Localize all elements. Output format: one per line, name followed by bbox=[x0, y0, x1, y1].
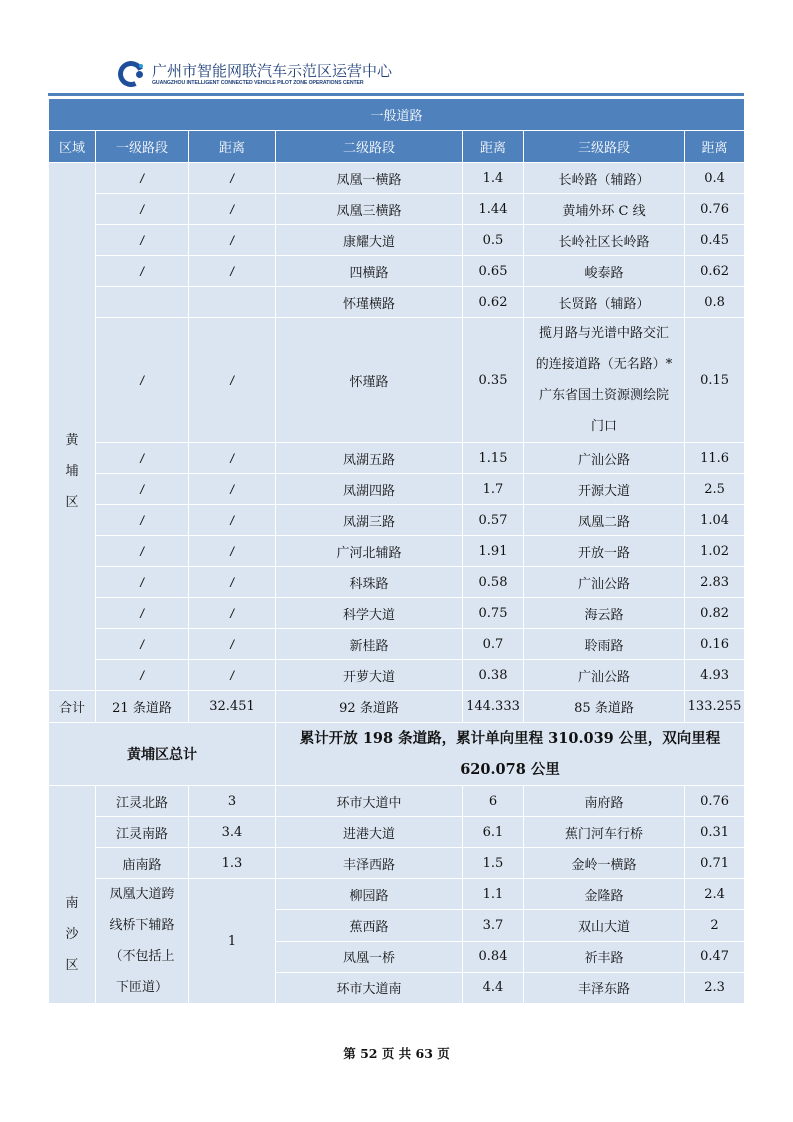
page-number: 第 52 页 共 63 页 bbox=[343, 1046, 450, 1061]
distance1-cell: 3.4 bbox=[189, 817, 276, 848]
col-header-distance1: 距离 bbox=[189, 131, 276, 163]
total-summary-line: 620.078 公里 bbox=[460, 761, 560, 778]
distance2-cell: 1.7 bbox=[463, 474, 524, 505]
level2-cell: 科珠路 bbox=[276, 567, 463, 598]
level2-cell: 凤湖五路 bbox=[276, 443, 463, 474]
subtotal-distance2: 144.333 bbox=[463, 691, 524, 723]
level2-cell: 凤凰一横路 bbox=[276, 163, 463, 194]
distance3-cell: 2.5 bbox=[685, 474, 745, 505]
distance2-cell: 1.91 bbox=[463, 536, 524, 567]
level1-cell: / bbox=[96, 318, 189, 443]
distance3-cell: 0.47 bbox=[685, 941, 745, 972]
distance3-cell: 0.62 bbox=[685, 256, 745, 287]
subtotal-level3: 85 条道路 bbox=[524, 691, 685, 723]
distance1-cell: / bbox=[189, 194, 276, 225]
level3-cell: 双山大道 bbox=[524, 910, 685, 941]
road-table bbox=[48, 98, 745, 1004]
table-row bbox=[49, 287, 745, 318]
level2-cell: 凤凰一桥 bbox=[276, 941, 463, 972]
distance3-cell: 2.4 bbox=[685, 879, 745, 910]
distance1-cell: / bbox=[189, 225, 276, 256]
region-char: 区 bbox=[65, 495, 79, 510]
distance1-cell: / bbox=[189, 474, 276, 505]
level1-cell: / bbox=[96, 567, 189, 598]
level2-cell: 怀瑾横路 bbox=[276, 287, 463, 318]
level1-cell: / bbox=[96, 256, 189, 287]
level2-cell: 怀瑾路 bbox=[276, 318, 463, 443]
distance3-cell: 4.93 bbox=[685, 660, 745, 691]
distance3-cell: 0.4 bbox=[685, 163, 745, 194]
subtotal-label: 合计 bbox=[49, 691, 96, 723]
distance3-cell: 2.3 bbox=[685, 972, 745, 1003]
level2-cell: 环市大道南 bbox=[276, 972, 463, 1003]
distance2-cell: 4.4 bbox=[463, 972, 524, 1003]
level2-cell: 丰泽西路 bbox=[276, 848, 463, 879]
distance1-cell: / bbox=[189, 536, 276, 567]
distance1-cell: / bbox=[189, 443, 276, 474]
distance3-cell: 2.83 bbox=[685, 567, 745, 598]
distance1-cell-merged: 1 bbox=[189, 879, 276, 1004]
distance3-cell: 0.82 bbox=[685, 598, 745, 629]
level2-cell: 四横路 bbox=[276, 256, 463, 287]
org-brand bbox=[152, 63, 392, 87]
distance1-cell: / bbox=[189, 163, 276, 194]
level1-cell: 江灵南路 bbox=[96, 817, 189, 848]
distance1-cell bbox=[189, 287, 276, 318]
distance3-cell: 11.6 bbox=[685, 443, 745, 474]
table-row bbox=[49, 505, 745, 536]
subtotal-distance3: 133.255 bbox=[685, 691, 745, 723]
region-cell-nansha bbox=[49, 786, 96, 1004]
level3-line: 广东省国土资源测绘院 bbox=[538, 388, 669, 403]
distance3-cell: 0.71 bbox=[685, 848, 745, 879]
level3-cell: 南府路 bbox=[524, 786, 685, 817]
distance1-cell: / bbox=[189, 629, 276, 660]
level1-cell: / bbox=[96, 660, 189, 691]
table-row bbox=[49, 163, 745, 194]
distance3-cell: 0.45 bbox=[685, 225, 745, 256]
distance3-cell: 1.04 bbox=[685, 505, 745, 536]
table-row bbox=[49, 879, 745, 910]
table-row bbox=[49, 598, 745, 629]
org-name-cn: 广州市智能网联汽车示范区运营中心 bbox=[152, 62, 393, 80]
distance1-cell: / bbox=[189, 660, 276, 691]
level1-cell: / bbox=[96, 163, 189, 194]
region-cell-huangpu bbox=[49, 163, 96, 691]
distance1-cell: / bbox=[189, 318, 276, 443]
distance2-cell: 1.44 bbox=[463, 194, 524, 225]
distance1-cell: 1.3 bbox=[189, 848, 276, 879]
district-total-row bbox=[49, 723, 745, 786]
table-row bbox=[49, 474, 745, 505]
subtotal-distance1: 32.451 bbox=[189, 691, 276, 723]
distance1-cell: / bbox=[189, 598, 276, 629]
distance2-cell: 0.7 bbox=[463, 629, 524, 660]
table-row bbox=[49, 318, 745, 443]
level2-cell: 新桂路 bbox=[276, 629, 463, 660]
table-row bbox=[49, 786, 745, 817]
level3-cell: 广汕公路 bbox=[524, 567, 685, 598]
col-header-region: 区域 bbox=[49, 131, 96, 163]
level3-cell: 聆雨路 bbox=[524, 629, 685, 660]
level1-line: 凤凰大道跨 bbox=[109, 887, 175, 902]
level1-cell: / bbox=[96, 443, 189, 474]
distance3-cell: 0.8 bbox=[685, 287, 745, 318]
distance2-cell: 0.35 bbox=[463, 318, 524, 443]
col-header-level3: 三级路段 bbox=[524, 131, 685, 163]
level3-cell: 开放一路 bbox=[524, 536, 685, 567]
level3-cell: 峻泰路 bbox=[524, 256, 685, 287]
table-row bbox=[49, 567, 745, 598]
region-char: 埔 bbox=[65, 464, 79, 479]
level2-cell: 柳园路 bbox=[276, 879, 463, 910]
level1-cell: / bbox=[96, 225, 189, 256]
level1-cell-merged bbox=[96, 879, 189, 1004]
distance2-cell: 0.65 bbox=[463, 256, 524, 287]
level3-cell-multiline bbox=[524, 318, 685, 443]
distance3-cell: 2 bbox=[685, 910, 745, 941]
district-total-label: 黄埔区总计 bbox=[49, 723, 276, 786]
level3-cell: 凤凰二路 bbox=[524, 505, 685, 536]
distance2-cell: 6 bbox=[463, 786, 524, 817]
level1-cell: / bbox=[96, 598, 189, 629]
level3-cell: 广汕公路 bbox=[524, 443, 685, 474]
level1-cell: / bbox=[96, 474, 189, 505]
level3-cell: 广汕公路 bbox=[524, 660, 685, 691]
level2-cell: 蕉西路 bbox=[276, 910, 463, 941]
header-divider bbox=[48, 93, 744, 96]
table-row bbox=[49, 629, 745, 660]
table-row bbox=[49, 225, 745, 256]
level3-cell: 海云路 bbox=[524, 598, 685, 629]
district-total-summary bbox=[276, 723, 745, 786]
level1-cell: / bbox=[96, 536, 189, 567]
col-header-level1: 一级路段 bbox=[96, 131, 189, 163]
col-header-distance3: 距离 bbox=[685, 131, 745, 163]
level3-line: 的连接道路（无名路）* bbox=[535, 357, 673, 372]
column-header-row bbox=[49, 131, 745, 163]
level2-cell: 广河北辅路 bbox=[276, 536, 463, 567]
level3-cell: 蕉门河车行桥 bbox=[524, 817, 685, 848]
level1-line: 下匝道） bbox=[115, 980, 168, 995]
col-header-level2: 二级路段 bbox=[276, 131, 463, 163]
org-logo-icon bbox=[118, 60, 148, 90]
level1-cell bbox=[96, 287, 189, 318]
distance1-cell: / bbox=[189, 567, 276, 598]
distance2-cell: 1.15 bbox=[463, 443, 524, 474]
distance1-cell: / bbox=[189, 505, 276, 536]
total-summary-line: 累计开放 198 条道路，累计单向里程 310.039 公里，双向里程 bbox=[299, 730, 721, 747]
distance3-cell: 0.76 bbox=[685, 786, 745, 817]
col-header-distance2: 距离 bbox=[463, 131, 524, 163]
level3-cell: 金隆路 bbox=[524, 879, 685, 910]
level3-cell: 长贤路（辅路） bbox=[524, 287, 685, 318]
level3-cell: 长岭路（辅路） bbox=[524, 163, 685, 194]
distance1-cell: 3 bbox=[189, 786, 276, 817]
level1-line: （不包括上 bbox=[109, 949, 175, 964]
table-row bbox=[49, 256, 745, 287]
level3-cell: 开源大道 bbox=[524, 474, 685, 505]
distance2-cell: 0.84 bbox=[463, 941, 524, 972]
table-row bbox=[49, 194, 745, 225]
distance3-cell: 0.16 bbox=[685, 629, 745, 660]
level2-cell: 凤湖三路 bbox=[276, 505, 463, 536]
level2-cell: 环市大道中 bbox=[276, 786, 463, 817]
level3-line: 门口 bbox=[590, 419, 617, 434]
distance2-cell: 0.38 bbox=[463, 660, 524, 691]
distance2-cell: 0.62 bbox=[463, 287, 524, 318]
table-row bbox=[49, 443, 745, 474]
org-name-en: GUANGZHOU INTELLIGENT CONNECTED VEHICLE PILOT ZONE OPERATIONS CENTER bbox=[152, 80, 364, 86]
distance2-cell: 0.5 bbox=[463, 225, 524, 256]
region-char: 黄 bbox=[65, 433, 79, 448]
level1-line: 线桥下辅路 bbox=[109, 918, 175, 933]
level2-cell: 凤湖四路 bbox=[276, 474, 463, 505]
level2-cell: 凤凰三横路 bbox=[276, 194, 463, 225]
level1-cell: 江灵北路 bbox=[96, 786, 189, 817]
distance2-cell: 1.1 bbox=[463, 879, 524, 910]
region-char: 区 bbox=[65, 958, 79, 973]
table-row bbox=[49, 848, 745, 879]
region-char: 沙 bbox=[65, 927, 79, 942]
distance3-cell: 0.76 bbox=[685, 194, 745, 225]
level3-cell: 丰泽东路 bbox=[524, 972, 685, 1003]
level3-cell: 长岭社区长岭路 bbox=[524, 225, 685, 256]
distance1-cell: / bbox=[189, 256, 276, 287]
subtotal-row bbox=[49, 691, 745, 723]
table-row bbox=[49, 536, 745, 567]
subtotal-level1: 21 条道路 bbox=[96, 691, 189, 723]
distance3-cell: 0.31 bbox=[685, 817, 745, 848]
region-char: 南 bbox=[65, 896, 79, 911]
level1-cell: / bbox=[96, 194, 189, 225]
distance3-cell: 1.02 bbox=[685, 536, 745, 567]
distance2-cell: 1.4 bbox=[463, 163, 524, 194]
level2-cell: 开萝大道 bbox=[276, 660, 463, 691]
page-header bbox=[118, 58, 392, 92]
level1-cell: / bbox=[96, 629, 189, 660]
distance3-cell: 0.15 bbox=[685, 318, 745, 443]
level2-cell: 科学大道 bbox=[276, 598, 463, 629]
distance2-cell: 6.1 bbox=[463, 817, 524, 848]
level1-cell: 庙南路 bbox=[96, 848, 189, 879]
level3-cell: 黄埔外环 C 线 bbox=[524, 194, 685, 225]
level2-cell: 进港大道 bbox=[276, 817, 463, 848]
distance2-cell: 3.7 bbox=[463, 910, 524, 941]
subtotal-level2: 92 条道路 bbox=[276, 691, 463, 723]
level3-line: 揽月路与光谱中路交汇 bbox=[538, 326, 669, 341]
table-row bbox=[49, 817, 745, 848]
level1-cell: / bbox=[96, 505, 189, 536]
table-row bbox=[49, 660, 745, 691]
distance2-cell: 1.5 bbox=[463, 848, 524, 879]
table-title: 一般道路 bbox=[49, 99, 745, 131]
level2-cell: 康耀大道 bbox=[276, 225, 463, 256]
distance2-cell: 0.75 bbox=[463, 598, 524, 629]
level3-cell: 金岭一横路 bbox=[524, 848, 685, 879]
level3-cell: 祈丰路 bbox=[524, 941, 685, 972]
distance2-cell: 0.57 bbox=[463, 505, 524, 536]
distance2-cell: 0.58 bbox=[463, 567, 524, 598]
